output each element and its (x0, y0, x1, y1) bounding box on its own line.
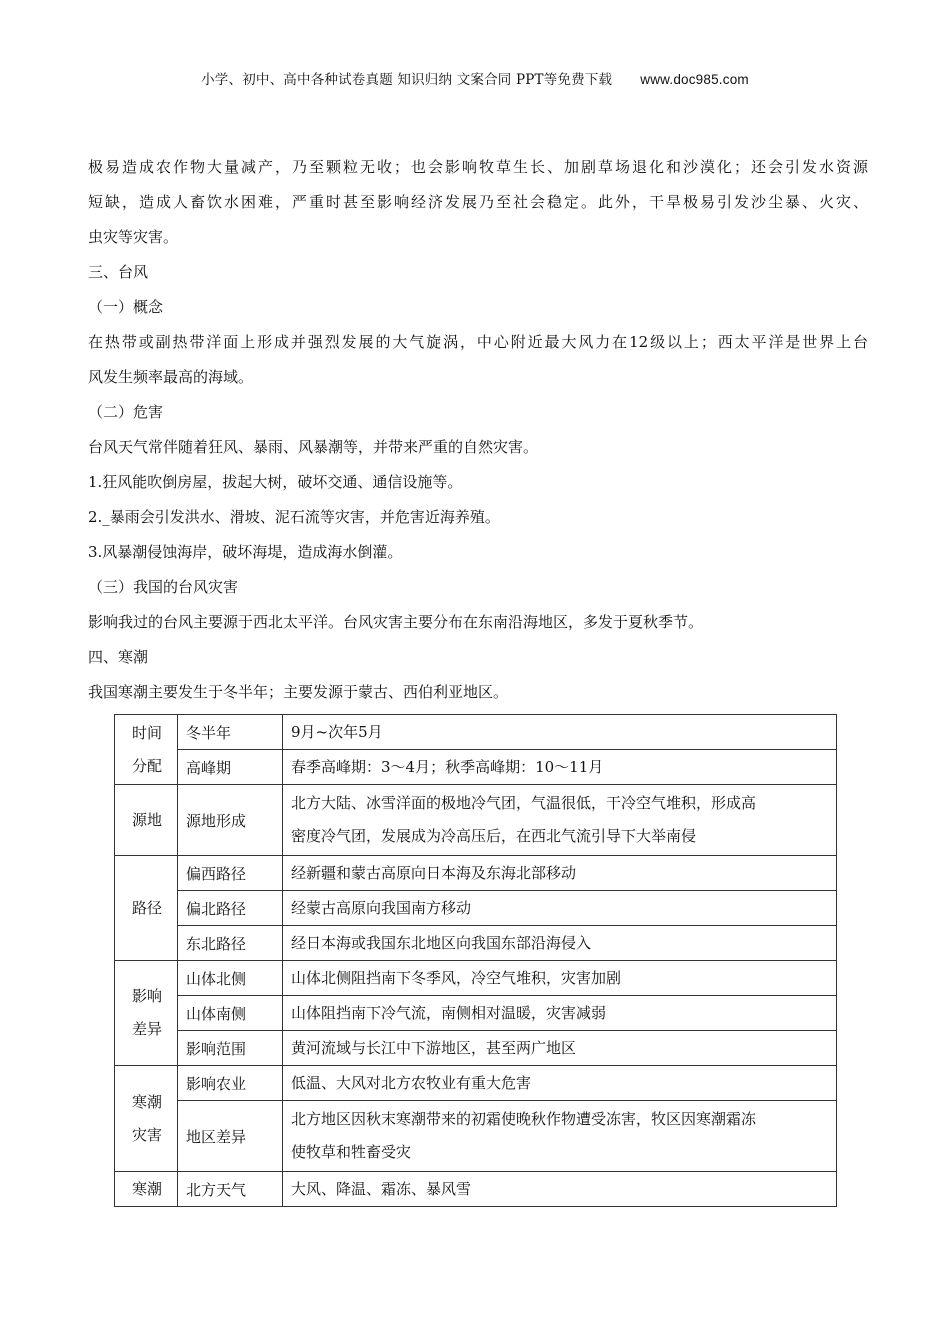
table-cell: 高峰期 (178, 750, 283, 785)
paragraph-line: 短缺，造成人畜饮水困难，严重时甚至影响经济发展乃至社会稳定。此外，干旱极易引发沙尘暴、火灾、 (88, 193, 868, 211)
table-cell: 影响农业 (178, 1066, 283, 1101)
table-cell: 地区差异 (178, 1101, 283, 1172)
table-cell: 源地形成 (178, 785, 283, 856)
table-cell-category (115, 961, 178, 1066)
paragraph-line: 风发生频率最高的海域。 (88, 368, 254, 386)
table-row (115, 1031, 837, 1066)
page-header (0, 68, 950, 88)
paragraph-line: 影响我过的台风主要源于西北太平洋。台风灾害主要分布在东南沿海地区，多发于夏秋季节。 (88, 613, 704, 631)
table-cell: 经蒙古高原向我国南方移动 (283, 891, 837, 926)
subsection-heading: （二）危害 (88, 403, 164, 421)
table-row (115, 961, 837, 996)
table-cell: 春季高峰期：3～4月；秋季高峰期：10～11月 (283, 750, 837, 785)
table-cell-category: 源地 (115, 785, 178, 856)
header-text: 小学、初中、高中各种试卷真题 知识归纳 文案合同 PPT等免费下载 (201, 72, 613, 88)
section-heading: 四、寒潮 (88, 648, 149, 666)
table-cell: 9月~次年5月 (283, 715, 837, 750)
paragraph-line: 虫灾等灾害。 (88, 228, 179, 246)
cell-text: 差异 (131, 1020, 162, 1038)
cold-wave-table (114, 714, 837, 1207)
table-row (115, 856, 837, 891)
paragraph-line: 在热带或副热带洋面上形成并强烈发展的大气旋涡，中心附近最大风力在12级以上；西太平洋是世界上台 (88, 333, 868, 351)
table-cell (283, 785, 837, 856)
table-cell: 大风、降温、霜冻、暴风雪 (283, 1172, 837, 1207)
table-cell: 影响范围 (178, 1031, 283, 1066)
document-body (88, 150, 868, 710)
subsection-heading: （三）我国的台风灾害 (88, 578, 239, 596)
table-cell: 经新疆和蒙古高原向日本海及东海北部移动 (283, 856, 837, 891)
paragraph-line: 极易造成农作物大量减产，乃至颗粒无收；也会影响牧草生长、加剧草场退化和沙漠化；还会引发水资源 (88, 158, 868, 176)
paragraph-line: 台风天气常伴随着狂风、暴雨、风暴潮等，并带来严重的自然灾害。 (88, 438, 539, 456)
cell-text: 密度冷气团，发展成为冷高压后，在西北气流引导下大举南侵 (291, 827, 697, 845)
table-cell: 偏北路径 (178, 891, 283, 926)
table-row (115, 715, 837, 750)
table-cell: 山体阻挡南下冷气流，南侧相对温暖，灾害减弱 (283, 996, 837, 1031)
section-heading: 三、台风 (88, 263, 149, 281)
cell-text: 使牧草和牲畜受灾 (291, 1143, 412, 1161)
table-cell: 冬半年 (178, 715, 283, 750)
table-cell: 山体北侧 (178, 961, 283, 996)
table-cell: 山体南侧 (178, 996, 283, 1031)
table-row (115, 1066, 837, 1101)
paragraph-line: 我国寒潮主要发生于冬半年；主要发源于蒙古、西伯利亚地区。 (88, 683, 509, 701)
subsection-heading: （一）概念 (88, 298, 164, 316)
table-row (115, 891, 837, 926)
cell-text: 寒潮 (131, 1092, 162, 1111)
cell-text: 北方大陆、冰雪洋面的极地冷气团，气温很低，干冷空气堆积，形成高 (291, 794, 757, 812)
table-row (115, 996, 837, 1031)
cell-text: 北方地区因秋末寒潮带来的初霜使晚秋作物遭受冻害，牧区因寒潮霜冻 (291, 1110, 757, 1128)
table-row (115, 1172, 837, 1207)
table-cell: 北方天气 (178, 1172, 283, 1207)
table-cell-category (115, 1066, 178, 1172)
cell-text: 分配 (131, 756, 162, 775)
table-cell (283, 1101, 837, 1172)
table-cell: 偏西路径 (178, 856, 283, 891)
table-cell: 东北路径 (178, 926, 283, 961)
list-item: 1.狂风能吹倒房屋，拔起大树，破坏交通、通信设施等。 (88, 473, 463, 491)
cell-text: 灾害 (131, 1125, 162, 1144)
list-item: 2._暴雨会引发洪水、滑坡、泥石流等灾害，并危害近海养殖。 (88, 508, 500, 526)
header-site-link[interactable]: www.doc985.com (640, 72, 749, 87)
table-row (115, 785, 837, 856)
table-cell: 低温、大风对北方农牧业有重大危害 (283, 1066, 837, 1101)
table-cell-category (115, 715, 178, 785)
table-cell-category: 寒潮 (115, 1172, 178, 1207)
list-item: 3.风暴潮侵蚀海岸，破坏海堤，造成海水倒灌。 (88, 543, 403, 561)
table-row (115, 750, 837, 785)
table-row (115, 926, 837, 961)
table-cell-category: 路径 (115, 856, 178, 961)
table-row (115, 1101, 837, 1172)
table-cell: 经日本海或我国东北地区向我国东部沿海侵入 (283, 926, 837, 961)
table-cell: 黄河流域与长江中下游地区，甚至两广地区 (283, 1031, 837, 1066)
cell-text: 时间 (131, 723, 162, 742)
cell-text: 影响 (131, 987, 162, 1005)
table-cell: 山体北侧阻挡南下冬季风，冷空气堆积，灾害加剧 (283, 961, 837, 996)
